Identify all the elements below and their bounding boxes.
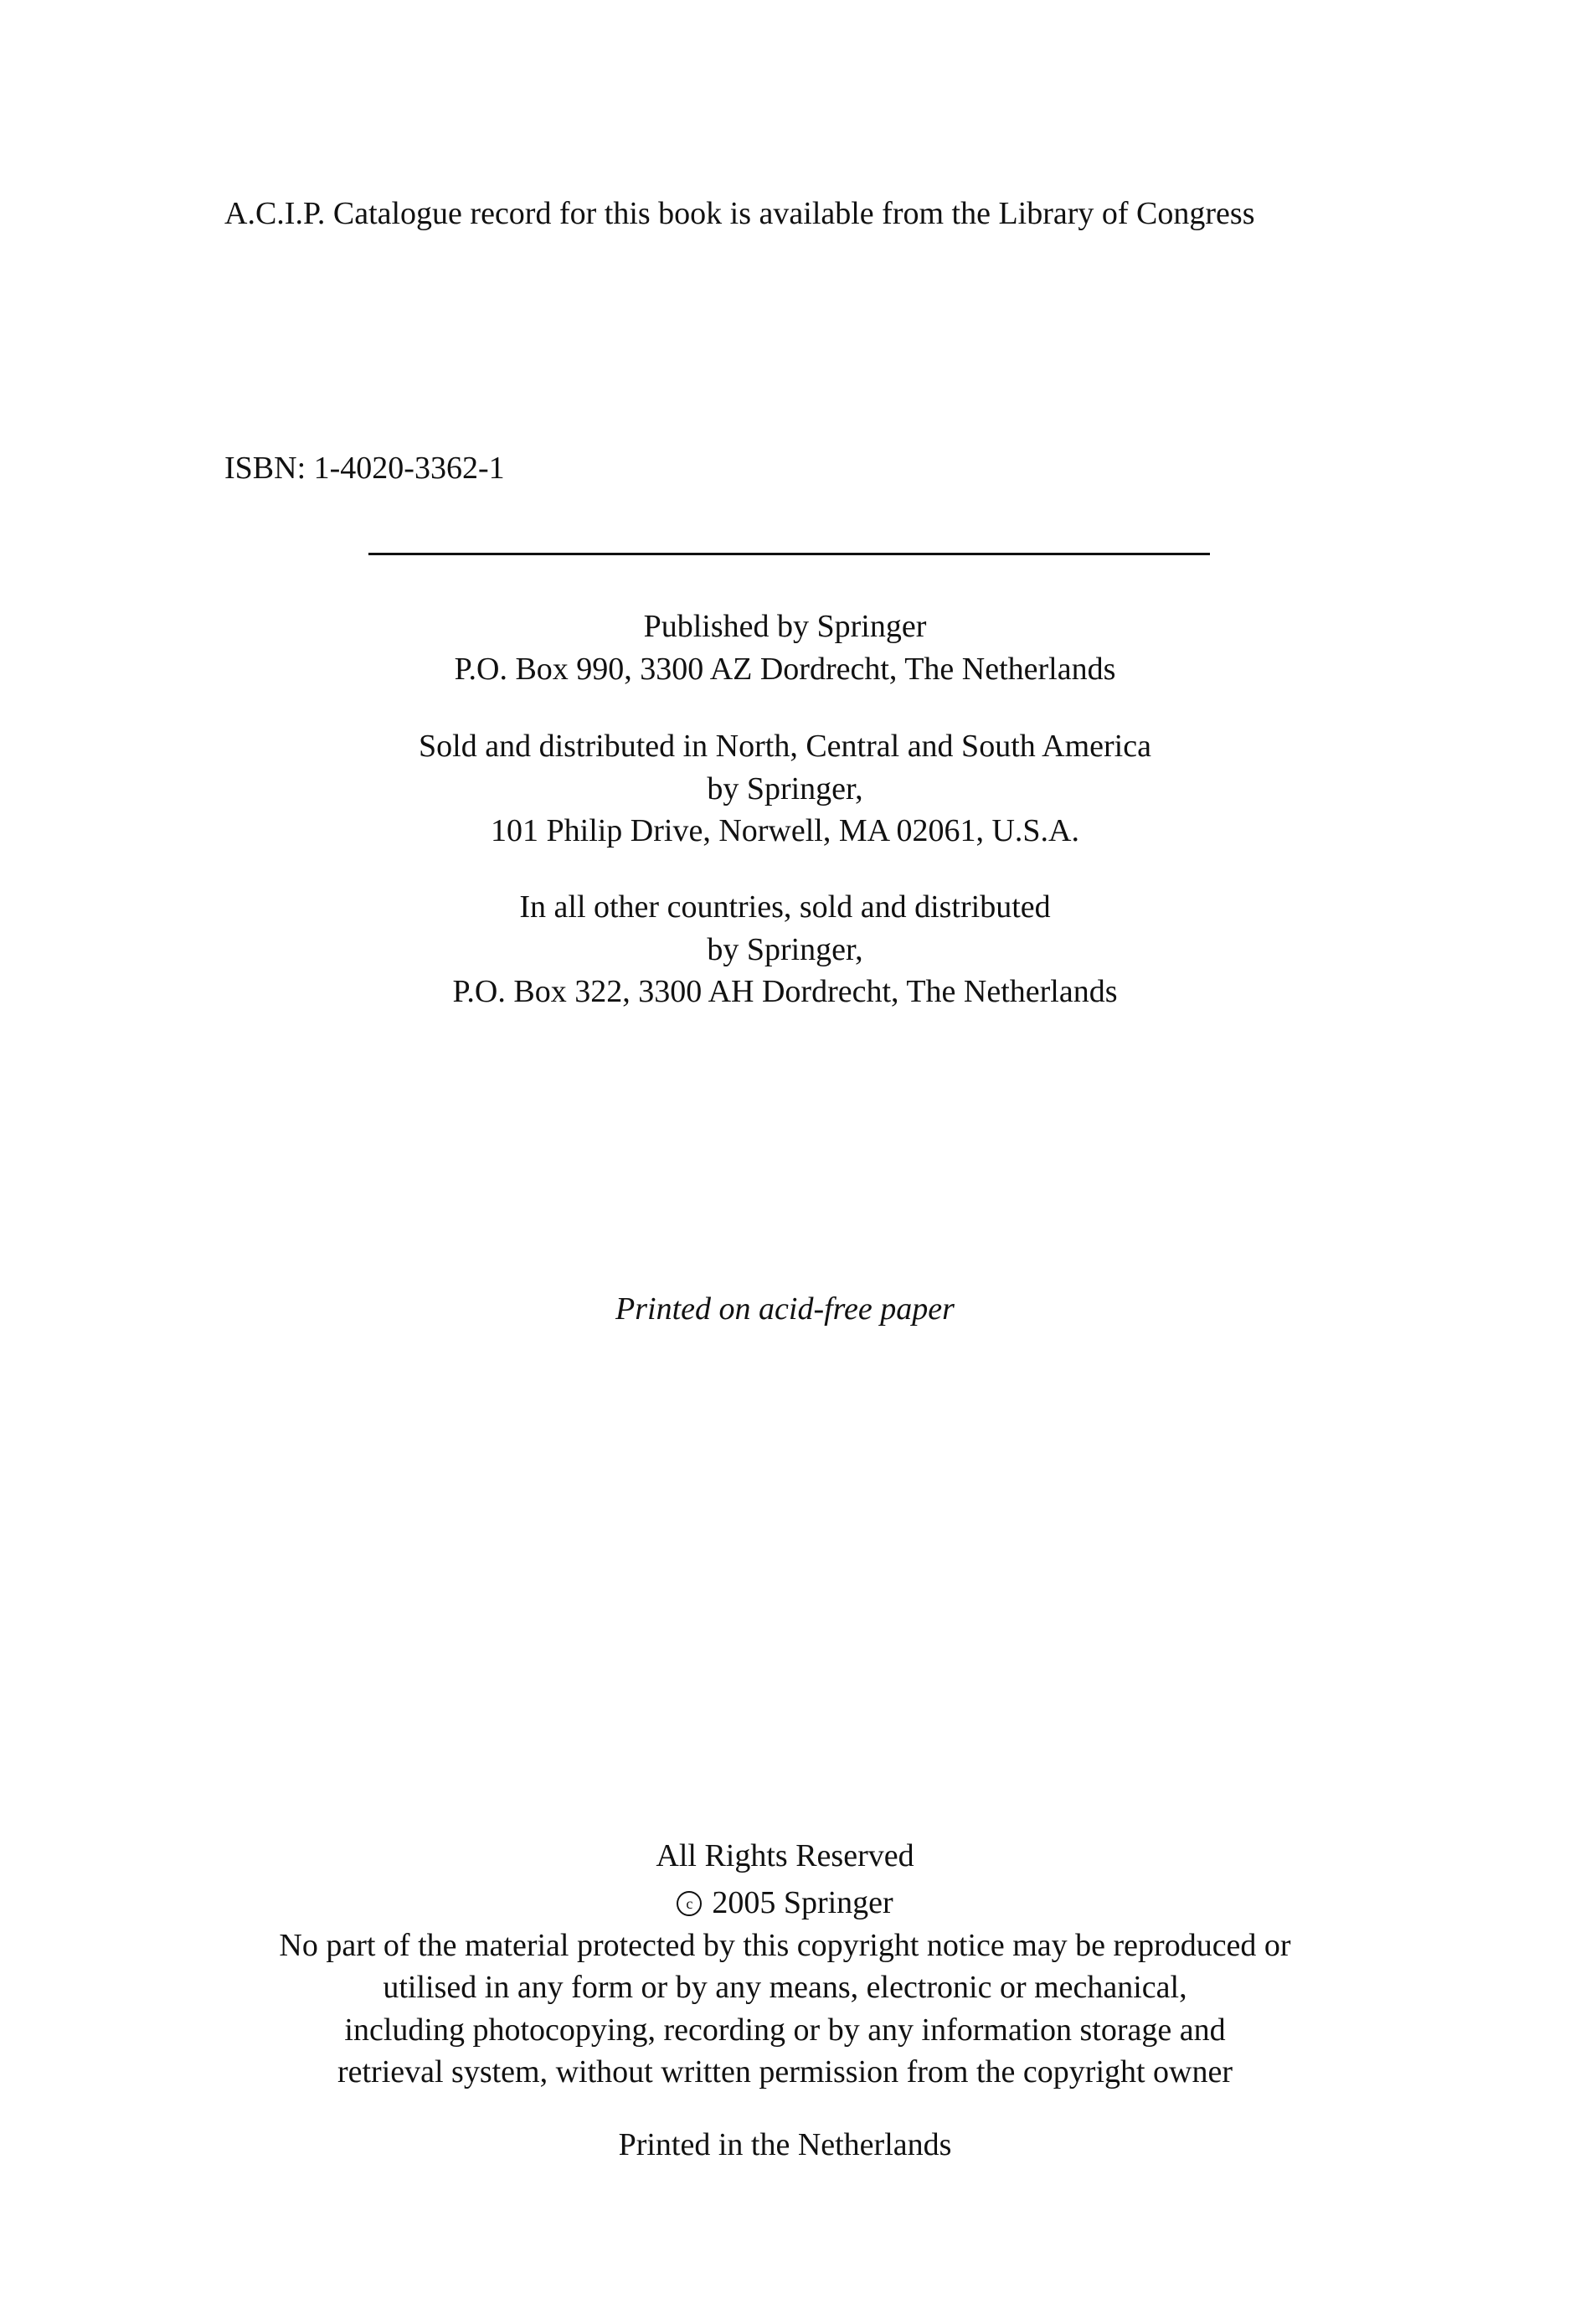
distribution-americas-block — [0, 725, 1570, 853]
copyright-notice-line-2: utilised in any form or by any means, electronic or mechanical, — [383, 1970, 1187, 2006]
isbn-line: ISBN: 1-4020-3362-1 — [224, 451, 505, 486]
copyright-line — [0, 1878, 1570, 1925]
acid-free-paper-note: Printed on acid-free paper — [615, 1291, 955, 1327]
distribution-other-line-2: by Springer, — [707, 931, 863, 967]
distribution-americas-line-1: Sold and distributed in North, Central and South America — [419, 729, 1151, 764]
distribution-americas-line-3: 101 Philip Drive, Norwell, MA 02061, U.S.A. — [491, 813, 1079, 848]
distribution-other-block — [0, 886, 1570, 1013]
distribution-other-line-1: In all other countries, sold and distributed — [519, 889, 1051, 925]
horizontal-rule — [368, 553, 1210, 555]
copyright-year-owner: 2005 Springer — [712, 1885, 893, 1921]
distribution-other-line-3: P.O. Box 322, 3300 AH Dordrecht, The Netherlands — [452, 974, 1118, 1009]
publisher-block — [0, 605, 1570, 690]
printed-in-line: Printed in the Netherlands — [618, 2127, 952, 2162]
publisher-line-1: Published by Springer — [643, 609, 927, 644]
distribution-americas-line-2: by Springer, — [707, 770, 863, 806]
rights-block — [0, 1835, 1570, 2094]
publisher-line-2: P.O. Box 990, 3300 AZ Dordrecht, The Netherlands — [454, 651, 1116, 687]
cip-catalogue-line: A.C.I.P. Catalogue record for this book is available from the Library of Congress — [224, 196, 1255, 231]
copyright-icon: c — [677, 1891, 702, 1916]
rights-reserved-line: All Rights Reserved — [656, 1838, 914, 1873]
copyright-notice-line-1: No part of the material protected by this copyright notice may be reproduced or — [279, 1927, 1291, 1963]
copyright-notice-line-4: retrieval system, without written permission from the copyright owner — [337, 2054, 1233, 2090]
copyright-notice-line-3: including photocopying, recording or by any information storage and — [344, 2012, 1226, 2048]
